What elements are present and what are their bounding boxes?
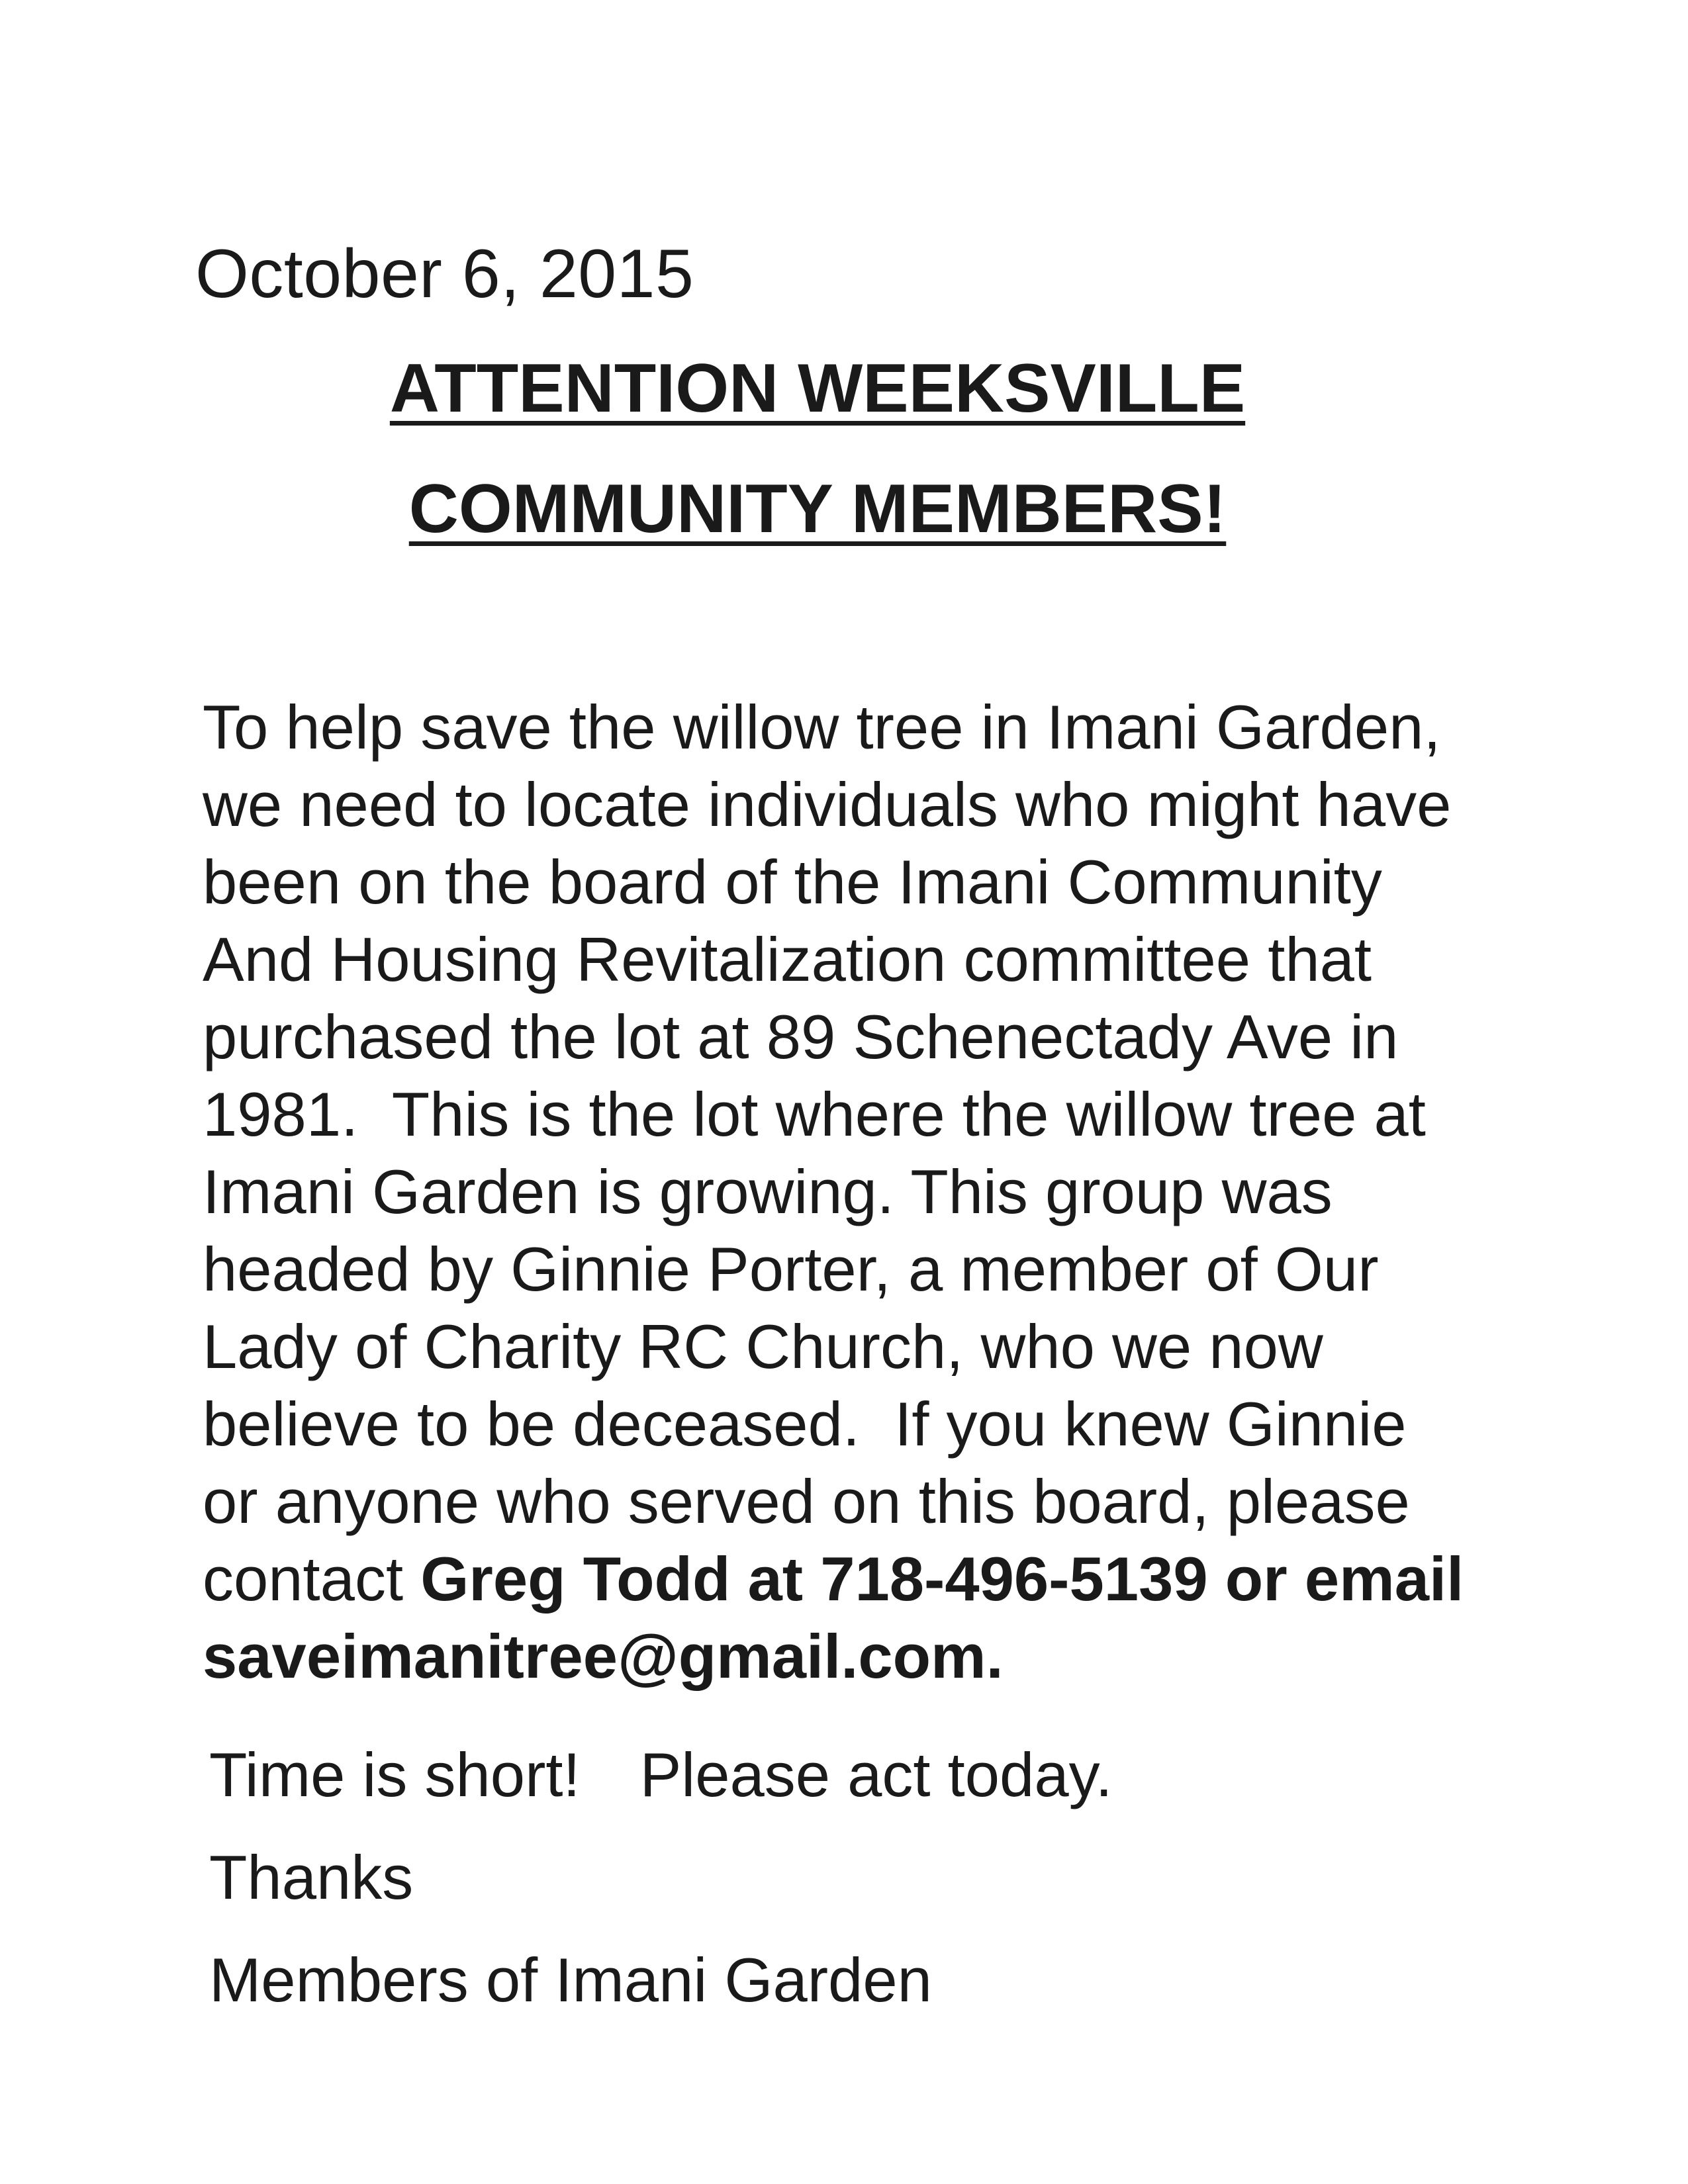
- body-line: believe to be deceased. If you knew Ginnie: [203, 1389, 1407, 1459]
- heading-line-1-text: ATTENTION WEEKSVILLE: [389, 350, 1246, 427]
- body-line: been on the board of the Imani Community: [203, 847, 1382, 917]
- closing-urgent: [209, 1740, 1113, 1809]
- body-line: purchased the lot at 89 Schenectady Ave in: [203, 1002, 1399, 1071]
- contact-prefix: contact: [203, 1544, 421, 1614]
- body-line: we need to locate individuals who might have: [203, 770, 1452, 839]
- heading-line-2: [0, 471, 1662, 547]
- closing-signature: Members of Imani Garden: [209, 1945, 932, 2015]
- heading-line-2-text: COMMUNITY MEMBERS!: [408, 471, 1227, 547]
- closing-urgent-2: Please act today.: [639, 1740, 1113, 1809]
- notice-date: October 6, 2015: [195, 236, 694, 312]
- body-line: Lady of Charity RC Church, who we now: [203, 1312, 1323, 1381]
- closing-thanks: Thanks: [209, 1843, 414, 1912]
- body-line: headed by Ginnie Porter, a member of Our: [203, 1234, 1379, 1304]
- body-line: Imani Garden is growing. This group was: [203, 1157, 1333, 1226]
- body-line: And Housing Revitalization committee that: [203, 925, 1372, 994]
- heading-line-1: [0, 350, 1662, 427]
- contact-name-phone: Greg Todd at 718-496-5139 or email: [420, 1544, 1464, 1614]
- body-line: 1981. This is the lot where the willow tree at: [203, 1079, 1426, 1149]
- contact-email-line: [203, 1617, 1526, 1695]
- contact-email: saveimanitree@gmail.com.: [203, 1621, 1004, 1691]
- body-line: or anyone who served on this board, please: [203, 1467, 1410, 1536]
- closing-urgent-1: Time is short!: [209, 1740, 581, 1809]
- notice-body: [203, 688, 1526, 1695]
- contact-line: [203, 1540, 1526, 1617]
- body-line: To help save the willow tree in Imani Garden,: [203, 692, 1441, 762]
